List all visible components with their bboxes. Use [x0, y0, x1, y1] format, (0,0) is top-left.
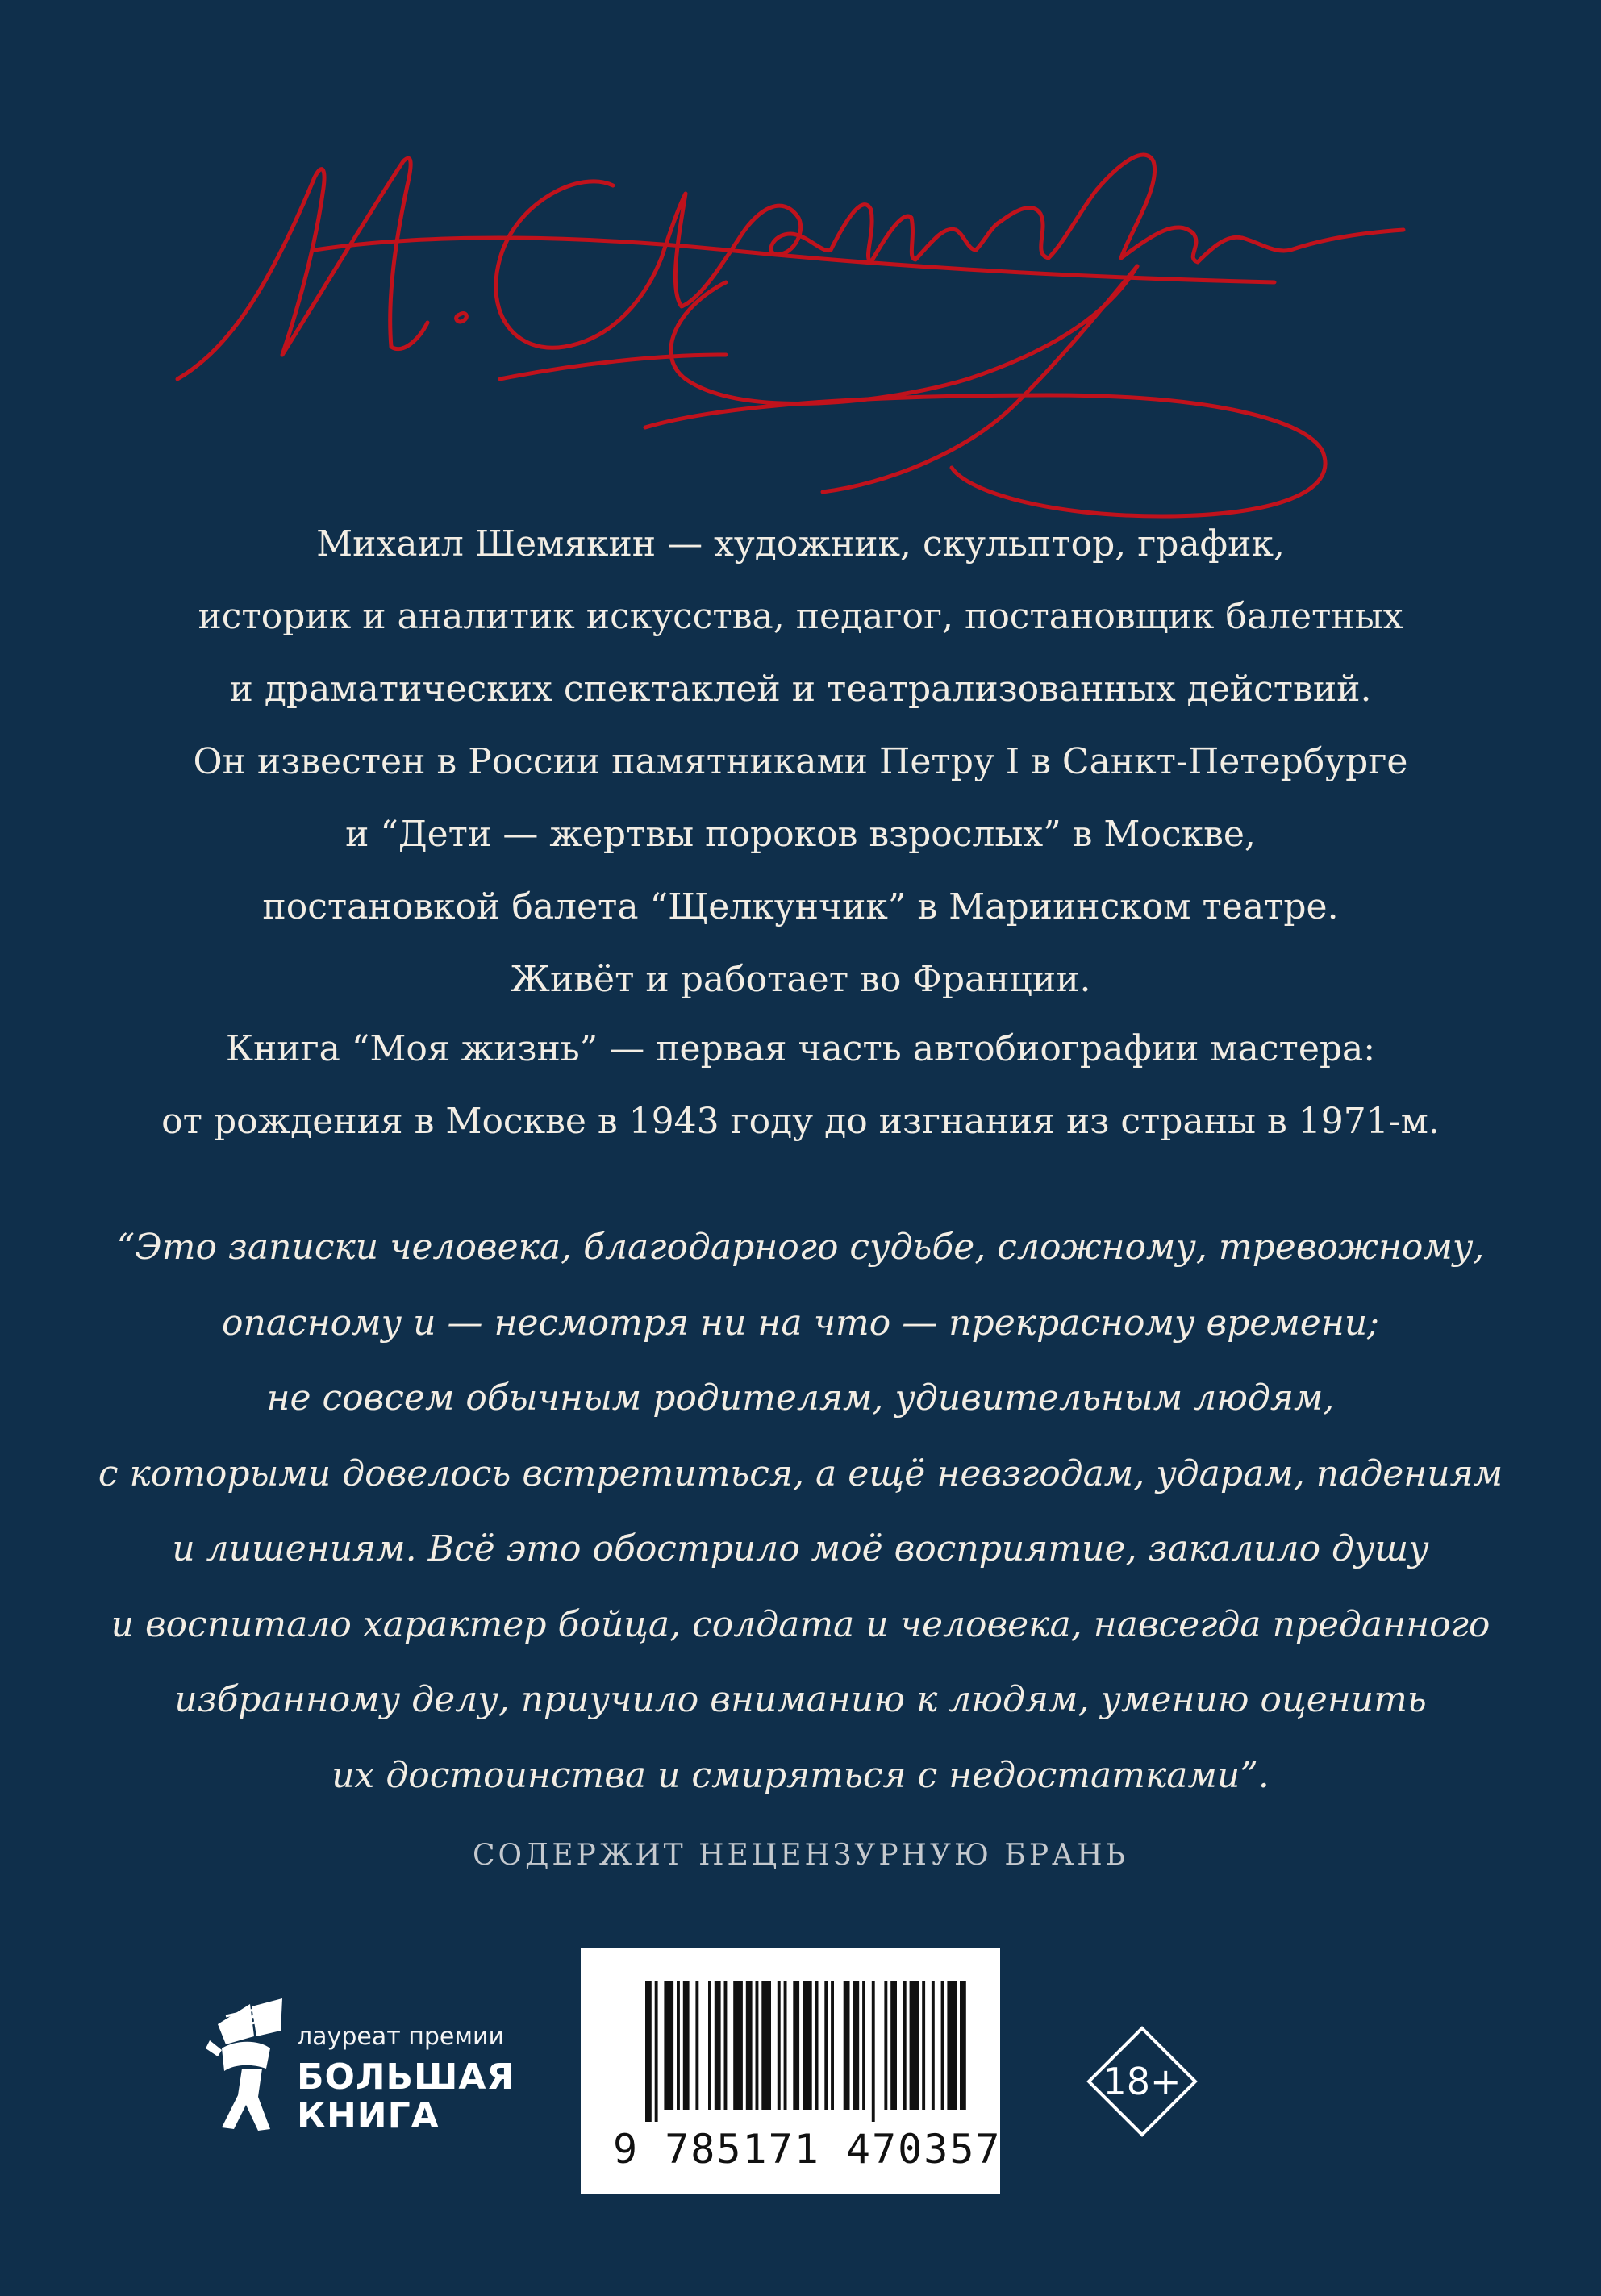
bio-line: и “Дети — жертвы пороков взрослых” в Москве, [345, 814, 1256, 855]
content-warning: СОДЕРЖИТ НЕЦЕНЗУРНУЮ БРАНЬ [473, 1839, 1128, 1872]
quote-line: их достоинства и смиряться с недостатками”. [331, 1754, 1270, 1796]
bio-line: Михаил Шемякин — художник, скульптор, график, [316, 523, 1285, 565]
quote-line: с которыми довелось встретиться, а ещё невзгодам, ударам, падениям [98, 1452, 1503, 1494]
quote-line: и лишениям. Всё это обострило моё восприятие, закалило душу [172, 1528, 1429, 1569]
about-line: от рождения в Москве в 1943 году до изгнания из страны в 1971-м. [161, 1101, 1440, 1142]
signature-m-chemiakine [161, 113, 1420, 532]
quote-line: не совсем обычным родителям, удивительным людям, [266, 1377, 1335, 1419]
award-title-line1: БОЛЬШАЯ [297, 2056, 515, 2098]
bio-line: и драматических спектаклей и театрализованных действий. [229, 669, 1372, 710]
award-logo [194, 1992, 532, 2145]
quote-paragraph [0, 1210, 1601, 1813]
award-title-line2: КНИГА [297, 2095, 440, 2136]
bio-paragraph [0, 508, 1601, 1016]
about-book-paragraph [0, 1013, 1601, 1158]
quote-line: и воспитало характер бойца, солдата и человека, навсегда преданного [110, 1603, 1491, 1645]
quote-line: опасному и — несмотря ни на что — прекрасному времени; [222, 1302, 1379, 1344]
quote-line: избранному делу, приучило вниманию к людям, умению оценить [174, 1679, 1427, 1720]
age-rating-label: 18+ [1103, 2060, 1182, 2103]
award-caption: лауреат премии [297, 2023, 504, 2051]
bio-line: Он известен в России памятниками Петру I в Санкт-Петербурге [193, 741, 1408, 782]
isbn-barcode [581, 1948, 1000, 2194]
bio-line: постановкой балета “Щелкунчик” в Мариинском театре. [262, 886, 1339, 927]
bio-line: историк и аналитик искусства, педагог, постановщик балетных [198, 596, 1403, 637]
isbn-number: 9 785171 470357 [613, 2126, 1002, 2173]
quote-line: “Это записки человека, благодарного судьбе, сложному, тревожному, [116, 1227, 1485, 1268]
bio-line: Живёт и работает во Франции. [510, 959, 1091, 1000]
about-line: Книга “Моя жизнь” — первая часть автобиографии мастера: [225, 1028, 1376, 1069]
